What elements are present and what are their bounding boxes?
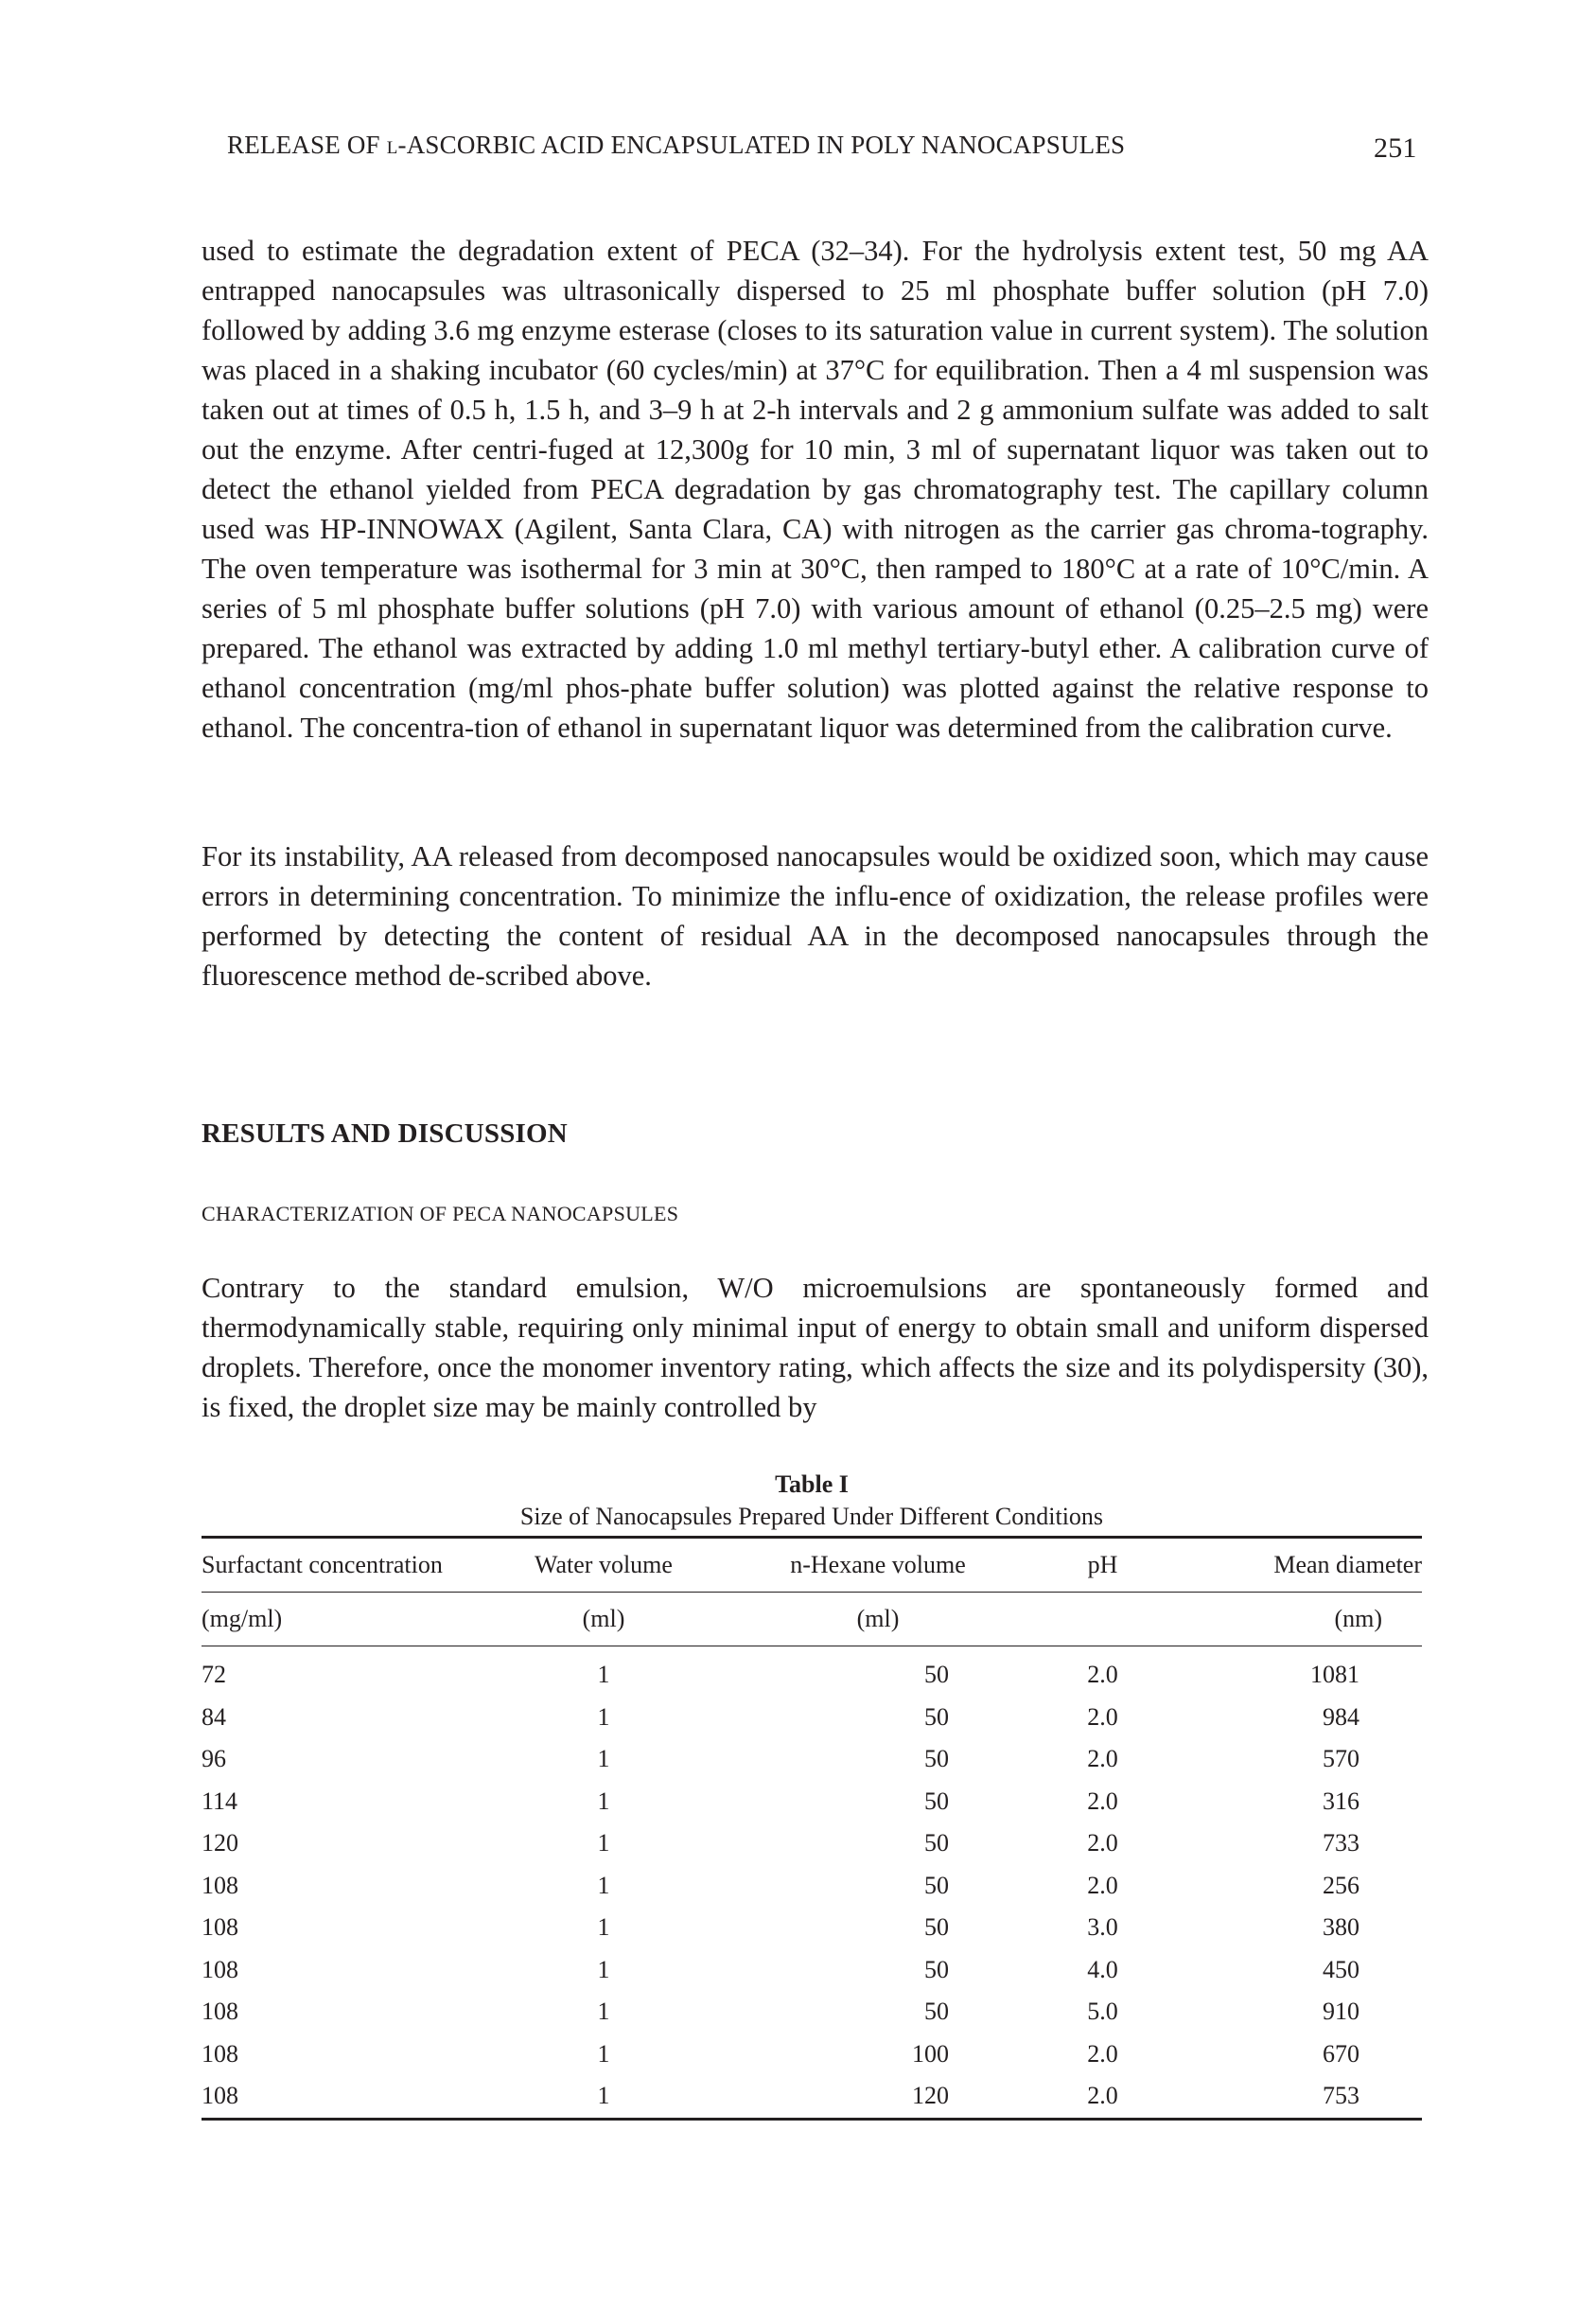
cell-water: 1 bbox=[597, 1955, 610, 1983]
running-head-title-prefix: RELEASE OF bbox=[227, 131, 387, 159]
cell-hexane-value: 100 bbox=[912, 2039, 949, 2068]
table-row bbox=[202, 1865, 1422, 1908]
table-caption bbox=[202, 1469, 1422, 1533]
table-row bbox=[202, 1907, 1422, 1949]
cell-surfactant: 108 bbox=[202, 1871, 238, 1899]
cell-diameter-value: 1081 bbox=[1310, 1661, 1359, 1689]
cell-surfactant: 108 bbox=[202, 1955, 238, 1983]
column-unit: (ml) bbox=[485, 1593, 722, 1646]
column-header: Water volume bbox=[485, 1538, 722, 1593]
cell-hexane-value: 50 bbox=[924, 1829, 949, 1857]
cell-diameter-value: 910 bbox=[1323, 1998, 1359, 2026]
cell-water: 1 bbox=[597, 2039, 610, 2068]
cell-diameter-value: 570 bbox=[1323, 1745, 1359, 1773]
cell-diameter-value: 256 bbox=[1323, 1871, 1359, 1899]
cell-hexane-value: 50 bbox=[924, 1955, 949, 1983]
table-units-row bbox=[202, 1593, 1422, 1646]
cell-water: 1 bbox=[597, 1913, 610, 1942]
table-row bbox=[202, 1646, 1422, 1697]
cell-diameter bbox=[1171, 1822, 1422, 1865]
column-unit: (mg/ml) bbox=[202, 1593, 485, 1646]
cell-diameter bbox=[1171, 1646, 1422, 1697]
cell-water: 1 bbox=[597, 1829, 610, 1857]
cell-hexane-value: 50 bbox=[924, 1745, 949, 1773]
page-number: 251 bbox=[1374, 132, 1417, 164]
cell-hexane bbox=[722, 1738, 1034, 1781]
cell-diameter-value: 984 bbox=[1323, 1702, 1359, 1731]
cell-hexane bbox=[722, 1697, 1034, 1739]
column-unit-text: (nm) bbox=[1334, 1605, 1382, 1632]
column-header: n-Hexane volume bbox=[722, 1538, 1034, 1593]
cell-diameter-value: 450 bbox=[1323, 1955, 1359, 1983]
column-header: Mean diameter bbox=[1171, 1538, 1422, 1593]
table-row bbox=[202, 1949, 1422, 1992]
column-header: Surfactant concentration bbox=[202, 1538, 485, 1593]
cell-surfactant: 120 bbox=[202, 1829, 238, 1857]
cell-diameter bbox=[1171, 1949, 1422, 1992]
cell-ph: 2.0 bbox=[1087, 2039, 1118, 2068]
cell-hexane-value: 50 bbox=[924, 1787, 949, 1815]
cell-hexane-value: 50 bbox=[924, 1913, 949, 1942]
cell-ph: 2.0 bbox=[1087, 1787, 1118, 1815]
table-label: Table I bbox=[775, 1470, 849, 1498]
cell-diameter bbox=[1171, 1907, 1422, 1949]
cell-hexane-value: 50 bbox=[924, 1871, 949, 1899]
cell-diameter bbox=[1171, 2075, 1422, 2119]
cell-diameter bbox=[1171, 2033, 1422, 2076]
cell-diameter-value: 753 bbox=[1323, 2082, 1359, 2110]
paragraph-characterization bbox=[202, 1268, 1429, 1427]
table-row bbox=[202, 2033, 1422, 2076]
cell-hexane bbox=[722, 1949, 1034, 1992]
section-heading: RESULTS AND DISCUSSION bbox=[202, 1118, 568, 1149]
paragraph-text: Contrary to the standard emulsion, W/O microemulsions are spontaneously formed and thermodynamically stable, requiring only minimal input of energy to obtain small and uniform dispersed droplets. Therefore, once the monomer inventory rating, which affects the size and its polydispersity (30), is fixed, the droplet size may be mainly controlled by bbox=[202, 1272, 1429, 1423]
cell-water: 1 bbox=[597, 1702, 610, 1731]
cell-hexane bbox=[722, 1991, 1034, 2033]
cell-ph: 2.0 bbox=[1034, 2075, 1171, 2119]
cell-hexane-value: 50 bbox=[924, 1702, 949, 1731]
subsection-heading: CHARACTERIZATION OF PECA NANOCAPSULES bbox=[202, 1202, 679, 1225]
table-row bbox=[202, 1738, 1422, 1781]
column-unit bbox=[1171, 1593, 1422, 1646]
cell-hexane bbox=[722, 1865, 1034, 1908]
cell-water: 1 bbox=[597, 1745, 610, 1773]
paragraph-text: used to estimate the degradation extent of PECA (32–34). For the hydrolysis extent test, 50 mg AA entrapped nanocapsules was ultrasonically dispersed to 25 ml phosphate buffer solution (pH 7.0) followed by adding 3.6 mg enzyme esterase (closes to its saturation value in current system). The solution was placed in a shaking incubator (60 cycles/min) at 37°C for equilibration. Then a 4 ml suspension was taken out at times of 0.5 h, 1.5 h, and 3–9 h at 2-h intervals and 2 g ammonium sulfate was added to salt out the enzyme. After centri-fuged at 12,300g for 10 min, 3 ml of supernatant liquor was taken out to detect the ethanol yielded from PECA degradation by gas chromatography test. The capillary column used was HP-INNOWAX (Agilent, Santa Clara, CA) with nitrogen as the carrier gas chroma-tography. The oven temperature was isothermal for 3 min at 30°C, then ramped to 180°C at a rate of 10°C/min. A series of 5 ml phosphate buffer solutions (pH 7.0) with various amount of ethanol (0.25–2.5 mg) were prepared. The ethanol was extracted by adding 1.0 ml methyl tertiary-butyl ether. A calibration curve of ethanol concentration (mg/ml phos-phate buffer solution) was plotted against the relative response to ethanol. The concentra-tion of ethanol in supernatant liquor was determined from the calibration curve. bbox=[202, 235, 1429, 744]
cell-hexane-value: 120 bbox=[912, 2082, 949, 2110]
table-row bbox=[202, 1697, 1422, 1739]
column-header: pH bbox=[1034, 1538, 1171, 1593]
table-row bbox=[202, 2075, 1422, 2119]
cell-surfactant: 84 bbox=[202, 1702, 226, 1731]
column-unit bbox=[1034, 1593, 1171, 1646]
cell-ph: 4.0 bbox=[1087, 1955, 1118, 1983]
paragraph-text: For its instability, AA released from decomposed nanocapsules would be oxidized soon, which may cause errors in determining concentration. To minimize the influ-ence of oxidization, the release profiles were performed by detecting the content of residual AA in the decomposed nanocapsules through the fluorescence method de-scribed above. bbox=[202, 840, 1429, 992]
table-row bbox=[202, 1822, 1422, 1865]
cell-surfactant: 108 bbox=[202, 2075, 485, 2119]
cell-water: 1 bbox=[597, 1787, 610, 1815]
cell-diameter bbox=[1171, 1781, 1422, 1823]
cell-water: 1 bbox=[597, 1661, 610, 1689]
table-row bbox=[202, 1991, 1422, 2033]
table-row bbox=[202, 1781, 1422, 1823]
cell-hexane bbox=[722, 1781, 1034, 1823]
cell-surfactant: 108 bbox=[202, 1998, 238, 2026]
cell-surfactant: 108 bbox=[202, 1913, 238, 1942]
running-head-title bbox=[227, 131, 1125, 160]
cell-surfactant: 96 bbox=[202, 1745, 226, 1773]
cell-hexane-value: 50 bbox=[924, 1998, 949, 2026]
column-unit: (ml) bbox=[722, 1593, 1034, 1646]
cell-diameter bbox=[1171, 1697, 1422, 1739]
running-head-smallcaps: L bbox=[386, 138, 398, 158]
cell-ph: 2.0 bbox=[1087, 1745, 1118, 1773]
running-head bbox=[227, 131, 1429, 168]
cell-diameter bbox=[1171, 1991, 1422, 2033]
cell-surfactant: 72 bbox=[202, 1661, 226, 1689]
cell-water: 1 bbox=[597, 1871, 610, 1899]
nanocapsule-size-table bbox=[202, 1536, 1422, 2121]
cell-surfactant: 114 bbox=[202, 1787, 238, 1815]
cell-water: 1 bbox=[597, 1998, 610, 2026]
cell-surfactant: 108 bbox=[202, 2039, 238, 2068]
cell-diameter-value: 316 bbox=[1323, 1787, 1359, 1815]
cell-diameter bbox=[1171, 1738, 1422, 1781]
cell-ph: 3.0 bbox=[1087, 1913, 1118, 1942]
cell-hexane-value: 50 bbox=[924, 1661, 949, 1689]
cell-hexane bbox=[722, 1907, 1034, 1949]
cell-ph: 2.0 bbox=[1087, 1829, 1118, 1857]
cell-ph: 2.0 bbox=[1087, 1871, 1118, 1899]
cell-diameter-value: 670 bbox=[1323, 2039, 1359, 2068]
running-head-title-rest: -ASCORBIC ACID ENCAPSULATED IN POLY NANOCAPSULES bbox=[397, 131, 1126, 159]
cell-hexane bbox=[722, 2075, 1034, 2119]
cell-ph: 2.0 bbox=[1087, 1661, 1118, 1689]
paragraph-methods-hydrolysis bbox=[202, 231, 1429, 748]
cell-hexane bbox=[722, 1646, 1034, 1697]
cell-diameter bbox=[1171, 1865, 1422, 1908]
table-title: Size of Nanocapsules Prepared Under Different Conditions bbox=[519, 1503, 1104, 1530]
table-header-row bbox=[202, 1538, 1422, 1593]
paragraph-methods-release bbox=[202, 836, 1429, 995]
cell-diameter-value: 733 bbox=[1323, 1829, 1359, 1857]
cell-water: 1 bbox=[485, 2075, 722, 2119]
cell-ph: 5.0 bbox=[1087, 1998, 1118, 2026]
cell-hexane bbox=[722, 1822, 1034, 1865]
cell-hexane bbox=[722, 2033, 1034, 2076]
cell-ph: 2.0 bbox=[1087, 1702, 1118, 1731]
cell-diameter-value: 380 bbox=[1323, 1913, 1359, 1942]
